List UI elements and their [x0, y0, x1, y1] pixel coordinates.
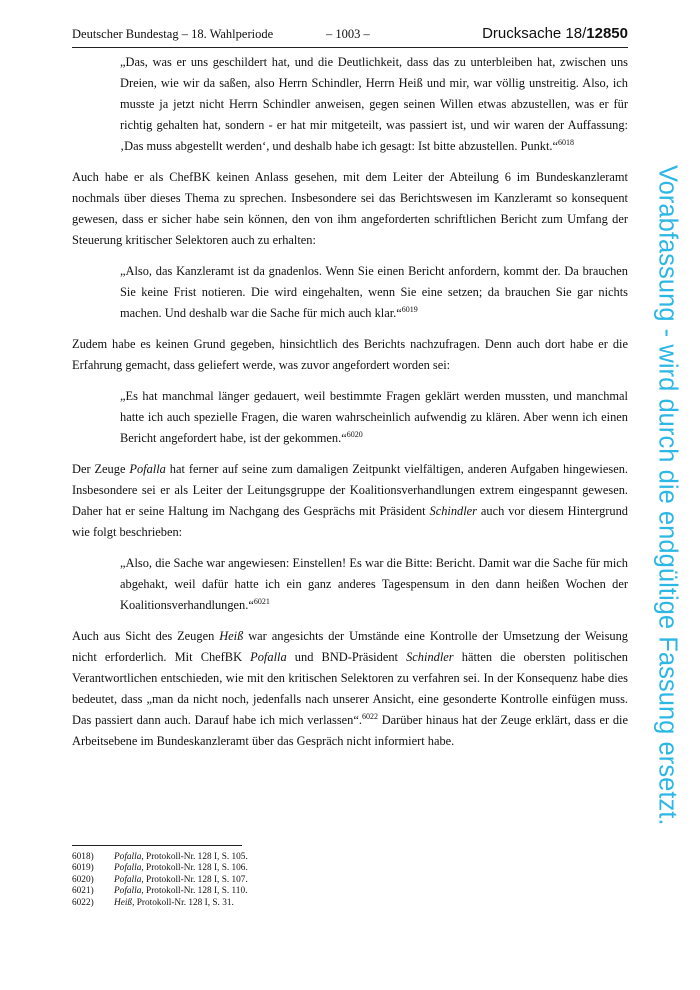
document-number	[482, 25, 628, 42]
quote-text: „Es hat manchmal länger gedauert, weil bestimmte Fragen geklärt werden mussten, und manchmal hatte ich auch spezielle Fragen, die waren wahrscheinlich aufwendig zu klären. Aber wenn ich einen Bericht angefordert habe, ist der gekommen.“	[120, 389, 628, 445]
footnote-divider	[72, 845, 242, 846]
paragraph-text: Darüber hinaus hat der Zeuge erklärt, dass er die Arbeitsebene im Bundeskanzleramt über das Gespräch nicht informiert habe.	[72, 713, 628, 748]
footnote-source: , Protokoll-Nr. 128 I, S. 106.	[141, 863, 248, 874]
witness-name: Schindler	[429, 504, 478, 518]
quote-text: „Das, was er uns geschildert hat, und die Deutlichkeit, dass das zu unterbleiben hat, zwischen uns Dreien, wie wir da saßen, also Herrn Schindler, Herrn Heiß und mir, war völlig unstreitig. Also, ich musste ja jetzt nicht Herrn Schindler anweisen, gegen seinen Willen etwas abzustellen, was er für richtig gehalten hat, sondern - er hat mir mitgeteilt, was passiert ist, und wir waren der Auffassung: ‚Das muss abgestellt werden‘, und deshalb habe ich gesagt: Ist bitte abzustellen. Punkt.“	[120, 55, 628, 153]
footnote-number: 6021)	[72, 886, 94, 897]
paragraph-text: Auch aus Sicht des Zeugen	[72, 629, 220, 643]
paragraph	[72, 167, 628, 251]
footnotes	[72, 852, 472, 909]
page-number: – 1003 –	[326, 27, 370, 41]
footnote-source: , Protokoll-Nr. 128 I, S. 105.	[141, 852, 248, 862]
paragraph-text: auch vor diesem Hintergrund wie folgt beschrieben:	[72, 504, 629, 539]
quote-text: „Also, die Sache war angewiesen: Einstellen! Es war die Bitte: Bericht. Damit war die Sache für mich abgehakt, weil dafür hatte ich ein ganz anderes Tagespensum in den dann heißen Wochen der Koalitionsverhandlungen.“	[120, 556, 628, 612]
quote-text: „Also, das Kanzleramt ist da gnadenlos. Wenn Sie einen Bericht anfordern, kommt der. Da brauchen Sie keine Frist notieren. Die wird eingehalten, wenn Sie eine setzen; da brauchen Sie gar nichts machen. Und deshalb war die Sache für mich auch klar.“	[120, 264, 628, 320]
footnote-number: 6018)	[72, 852, 94, 862]
body-text	[72, 52, 628, 762]
footnote-ref: 6020	[346, 430, 363, 439]
footnote-ref: 6022	[361, 712, 378, 721]
document-number-prefix: Drucksache 18/	[482, 25, 587, 42]
quote-block	[120, 386, 628, 449]
footnote	[72, 898, 472, 909]
paragraph-text: Der Zeuge	[72, 462, 130, 476]
footnote	[72, 875, 472, 886]
footnote	[72, 852, 472, 863]
paragraph-text: hat ferner auf seine zum damaligen Zeitpunkt vielfältigen, anderen Aufgaben hingewiesen. Insbesondere sei er als Leiter der Leitungsgruppe der Koalitionsverhandlungen extrem eingespannt gewesen. Daher hat er seine Haltung im Nachgang des Gesprächs mit Präsident	[72, 462, 628, 518]
footnote-number: 6022)	[72, 897, 94, 908]
footnote	[72, 886, 472, 897]
paragraph-text: Auch habe er als ChefBK keinen Anlass gesehen, mit dem Leiter der Abteilung 6 im Bundeskanzleramt nochmals über dieses Thema zu sprechen. Insbesondere sei das Berichtswesen im Kanzleramt so konsequent gewesen, dass er sicher habe sein können, den von ihm angeforderten schriftlichen Bericht zum Umfang der Steuerung kritischer Selektoren auch zu erhalten:	[72, 170, 628, 247]
quote-block	[120, 261, 628, 324]
paragraph-text: und BND-Präsident	[286, 650, 407, 664]
watermark-text: Vorabfassung - wird durch die endgültige Fassung ersetzt.	[653, 164, 682, 826]
document-number-bold: 12850	[586, 25, 628, 42]
paragraph	[72, 334, 628, 376]
witness-name: Schindler	[406, 650, 454, 664]
page-header	[72, 25, 628, 48]
footnote-source: , Protokoll-Nr. 128 I, S. 107.	[141, 874, 248, 885]
paragraph-text: hätten die obersten politischen Verantwortlichen entschieden, wie mit den kritischen Selektoren zu verfahren sei. In der Konsequenz habe dies bedeutet, dass „man da nicht noch, jedenfalls nach unserer Ansicht, eine gesonderte Kontrolle einfügen muss. Das passiert dann auch. Darauf habe ich mich verlassen“.	[72, 650, 628, 727]
draft-watermark	[644, 125, 690, 865]
footnote-witness: Heiß	[114, 897, 133, 908]
paragraph-text: Zudem habe es keinen Grund gegeben, hinsichtlich des Berichts nachzufragen. Denn auch dort habe er die Erfahrung gemacht, dass geliefert werde, was zuvor angefordert worden sei:	[72, 337, 628, 372]
footnote-witness: Pofalla	[114, 886, 142, 897]
footnote-witness: Pofalla	[114, 874, 142, 885]
footnote-source: , Protokoll-Nr. 128 I, S. 31.	[132, 897, 234, 908]
footnote-source: , Protokoll-Nr. 128 I, S. 110.	[141, 886, 248, 897]
quote-block	[120, 52, 628, 157]
witness-name: Heiß	[219, 629, 244, 643]
footnote-witness: Pofalla	[114, 852, 142, 862]
footnote-ref: 6019	[401, 305, 418, 314]
witness-name: Pofalla	[250, 650, 287, 664]
header-parliament: Deutscher Bundestag – 18. Wahlperiode	[72, 27, 274, 41]
footnote-number: 6020)	[72, 874, 94, 885]
footnote-ref: 6021	[253, 597, 270, 606]
paragraph	[72, 626, 628, 752]
footnote-witness: Pofalla	[114, 863, 142, 874]
footnote-ref: 6018	[558, 138, 575, 147]
footnote	[72, 863, 472, 874]
footnote-number: 6019)	[72, 863, 94, 874]
paragraph	[72, 459, 628, 543]
quote-block	[120, 553, 628, 616]
paragraph-text: war angesichts der Umstände eine Kontrolle der Umsetzung der Weisung nicht erforderlich. Mit ChefBK	[72, 629, 628, 664]
witness-name: Pofalla	[129, 462, 166, 476]
